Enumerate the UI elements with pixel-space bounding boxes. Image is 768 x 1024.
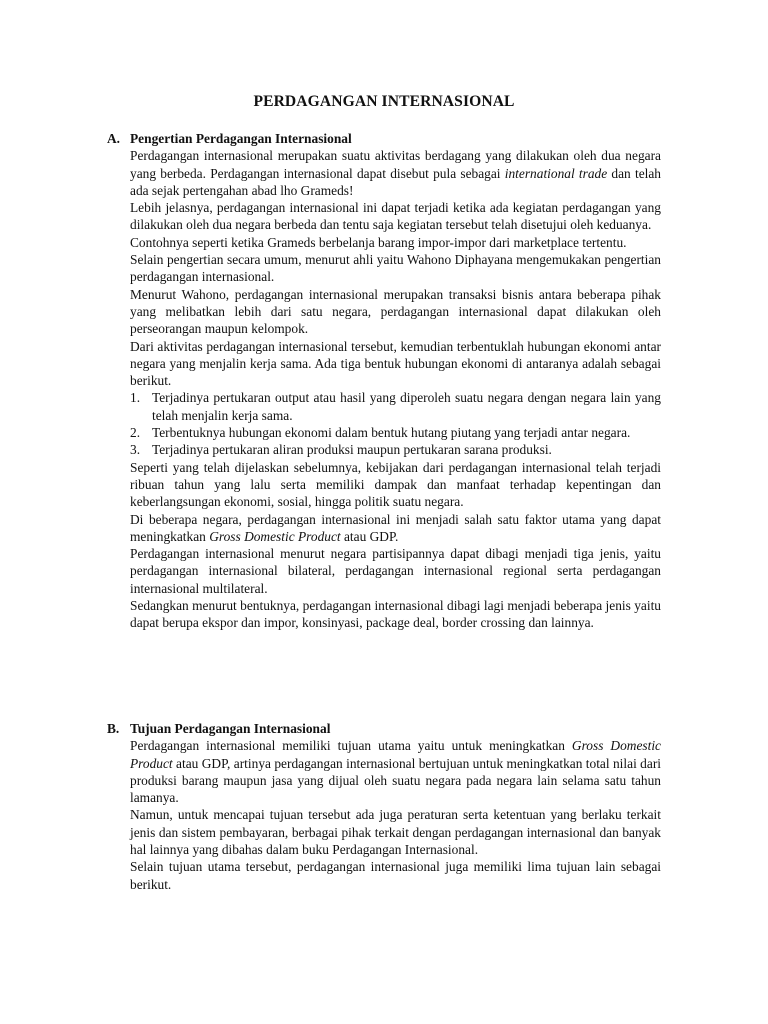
list-item: 1. Terjadinya pertukaran output atau hasil yang diperoleh suatu negara dengan negara lain yang telah menjalin kerja sama.: [130, 390, 661, 423]
paragraph: Di beberapa negara, perdagangan internasional ini menjadi salah satu faktor utama yang dapat meningkatkan Gross Domestic Product atau GDP.: [130, 511, 661, 544]
section-b-title: Tujuan Perdagangan Internasional: [130, 721, 331, 736]
paragraph: Perdagangan internasional merupakan suatu aktivitas berdagang yang dilakukan oleh dua negara yang berbeda. Perdagangan internasional dapat disebut pula sebagai international trade dan telah ada sejak pertengahan abad lho Grameds!: [130, 148, 661, 198]
paragraph: Namun, untuk mencapai tujuan tersebut ada juga peraturan serta ketentuan yang berlaku terkait jenis dan sistem pembayaran, berbagai pihak terkait dengan perdagangan internasional dan banyak hal lainnya yang dibahas dalam buku Perdagangan Internasional.: [130, 807, 661, 858]
section-a: [107, 130, 661, 632]
section-a-letter: A.: [107, 131, 121, 146]
list-item: 2. Terbentuknya hubungan ekonomi dalam bentuk hutang piutang yang terjadi antar negara.: [130, 425, 631, 441]
paragraph: Selain tujuan utama tersebut, perdagangan internasional juga memiliki lima tujuan lain sebagai berikut.: [130, 859, 661, 892]
section-b: [107, 720, 661, 893]
section-a-body: [107, 147, 661, 631]
paragraph: Sedangkan menurut bentuknya, perdagangan internasional dibagi lagi menjadi beberapa jenis yaitu dapat berupa ekspor dan impor, konsinyasi, package deal, border crossing dan lainnya.: [130, 598, 661, 631]
paragraph: Seperti yang telah dijelaskan sebelumnya, kebijakan dari perdagangan internasional telah terjadi ribuan tahun yang lalu serta memiliki dampak dan manfaat terhadap kepentingan dan keberlangsungan ekonomi, sosial, hingga politik suatu negara.: [130, 459, 661, 510]
section-a-heading: [107, 130, 661, 147]
section-b-body: [107, 737, 661, 893]
section-b-heading: [107, 720, 661, 737]
paragraph: Selain pengertian secara umum, menurut ahli yaitu Wahono Diphayana mengemukakan pengertian perdagangan internasional.: [130, 252, 661, 285]
document-title: PERDAGANGAN INTERNASIONAL: [253, 93, 515, 110]
paragraph: Menurut Wahono, perdagangan internasional merupakan transaksi bisnis antara beberapa pihak yang melibatkan lebih dari satu negara, perdagangan internasional dapat dilakukan oleh perseorangan maupun kelompok.: [130, 286, 661, 337]
paragraph: Perdagangan internasional memiliki tujuan utama yaitu untuk meningkatkan Gross Domestic Product atau GDP, artinya perdagangan internasional bertujuan untuk meningkatkan total nilai dari produksi barang maupun jasa yang dijual oleh suatu negara pada negara lain selama satu tahun lamanya.: [130, 738, 661, 806]
paragraph: Dari aktivitas perdagangan internasional tersebut, kemudian terbentuklah hubungan ekonomi antar negara yang menjalin kerja sama. Ada tiga bentuk hubungan ekonomi di antaranya adalah sebagai berikut.: [130, 338, 661, 389]
paragraph: Contohnya seperti ketika Grameds berbelanja barang impor-impor dari marketplace tertentu.: [130, 234, 627, 250]
section-a-title: Pengertian Perdagangan Internasional: [130, 131, 352, 146]
economic-relations-list: [130, 389, 661, 458]
section-b-letter: B.: [107, 721, 120, 736]
list-item: 3. Terjadinya pertukaran aliran produksi maupun pertukaran sarana produksi.: [130, 442, 552, 458]
paragraph: Perdagangan internasional menurut negara partisipannya dapat dibagi menjadi tiga jenis, yaitu perdagangan internasional bilateral, perdagangan internasional regional serta perdagangan internasional multilateral.: [130, 546, 661, 596]
paragraph: Lebih jelasnya, perdagangan internasional ini dapat terjadi ketika ada kegiatan perdagangan yang dilakukan oleh dua negara berbeda dan tentu saja kegiatan tersebut telah disetujui oleh keduanya.: [130, 200, 661, 233]
